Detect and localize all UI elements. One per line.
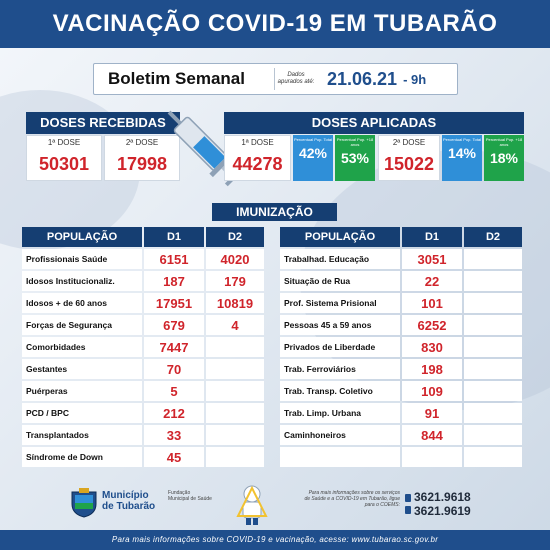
table-row (280, 425, 522, 445)
d1-value-cell (402, 447, 462, 467)
population-name-cell: Idosos Institucionaliz. (22, 271, 142, 291)
phone-2: 3621.9619 (414, 504, 471, 518)
aplicadas-d2-pct-18 (484, 135, 524, 181)
table-row (22, 315, 264, 335)
d1-value-cell: 6252 (402, 315, 462, 335)
population-name-cell (280, 447, 400, 467)
phone-1: 3621.9618 (414, 490, 471, 504)
d1-value-cell: 22 (402, 271, 462, 291)
boletim-box (93, 63, 458, 95)
aplicadas-d1-label: 1ª DOSE (241, 138, 274, 147)
population-name-cell: Situação de Rua (280, 271, 400, 291)
d1-value-cell: 212 (144, 403, 204, 423)
population-name-cell: Pessoas 45 a 59 anos (280, 315, 400, 335)
fundacao-text: Fundação Municipal de Saúde (168, 490, 212, 502)
population-name-cell: Gestantes (22, 359, 142, 379)
d1-value-cell: 3051 (402, 249, 462, 269)
pct-label: Percentual Pop. +18 anos (485, 137, 523, 147)
municipio-logo-text (102, 490, 155, 512)
pct-value: 14% (447, 145, 477, 161)
pct-label: Percentual Pop. +18 anos (336, 137, 374, 147)
mascot-icon (230, 482, 274, 526)
phone-icon (404, 492, 412, 516)
municipio-line2: de Tubarão (102, 501, 156, 512)
d2-value-cell: 10819 (206, 293, 264, 313)
col-header-d1: D1 (144, 227, 204, 247)
d2-value-cell: 4020 (206, 249, 264, 269)
d1-value-cell: 679 (144, 315, 204, 335)
table-row (22, 293, 264, 313)
d2-value-cell (464, 337, 522, 357)
pct-label: Percentual Pop. Total (443, 137, 481, 142)
recebidas-d2-value: 17998 (116, 154, 168, 174)
table-row (22, 337, 264, 357)
d2-value-cell (206, 403, 264, 423)
table-row (280, 337, 522, 357)
col-header-d2: D2 (206, 227, 264, 247)
bottom-info-bar: Para mais informações sobre COVID-19 e vacinação, acesse: www.tubarao.sc.gov.br (0, 530, 550, 550)
d1-value-cell: 101 (402, 293, 462, 313)
population-name-cell: Puérperas (22, 381, 142, 401)
page-title: VACINAÇÃO COVID-19 EM TUBARÃO (0, 0, 550, 48)
population-name-cell: Caminhoneiros (280, 425, 400, 445)
pct-value: 53% (340, 150, 370, 166)
d1-value-cell: 844 (402, 425, 462, 445)
table-row (280, 403, 522, 423)
table-row (22, 447, 264, 467)
d2-value-cell (206, 425, 264, 445)
table-row (280, 293, 522, 313)
col-header-populacao: POPULAÇÃO (22, 227, 142, 247)
footer-info (70, 484, 490, 524)
d2-value-cell (206, 447, 264, 467)
d1-value-cell: 198 (402, 359, 462, 379)
d2-value-cell (206, 359, 264, 379)
col-header-d2: D2 (464, 227, 522, 247)
table-row (280, 447, 522, 467)
table-row (22, 425, 264, 445)
d2-value-cell: 179 (206, 271, 264, 291)
doses-recebidas-header: DOSES RECEBIDAS (26, 112, 180, 134)
boletim-date: 21.06.21 (327, 68, 398, 89)
aplicadas-d2-pct-total (442, 135, 482, 181)
population-name-cell: Síndrome de Down (22, 447, 142, 467)
left-population-table (20, 225, 266, 469)
aplicadas-d2-value: 15022 (383, 154, 435, 174)
doses-aplicadas-header: DOSES APLICADAS (224, 112, 524, 134)
population-name-cell: Privados de Liberdade (280, 337, 400, 357)
recebidas-d1-value: 50301 (38, 154, 90, 174)
table-row (280, 271, 522, 291)
right-population-table (278, 225, 524, 469)
d2-value-cell: 4 (206, 315, 264, 335)
d2-value-cell (206, 381, 264, 401)
d2-value-cell (464, 359, 522, 379)
d1-value-cell: 6151 (144, 249, 204, 269)
d1-value-cell: 109 (402, 381, 462, 401)
d2-value-cell (464, 425, 522, 445)
aplicadas-d1-value: 44278 (232, 154, 283, 174)
municipal-crest-icon (70, 488, 98, 518)
d2-value-cell (464, 271, 522, 291)
d2-value-cell (464, 381, 522, 401)
population-name-cell: Idosos + de 60 anos (22, 293, 142, 313)
table-row (280, 381, 522, 401)
aplicadas-d2-label: 2ª DOSE (392, 138, 426, 147)
recebidas-d2-label: 2ª DOSE (125, 138, 159, 147)
boletim-hour: - 9h (403, 71, 427, 87)
table-row (22, 359, 264, 379)
d1-value-cell: 17951 (144, 293, 204, 313)
boletim-note: Dados apurados até: (277, 72, 315, 85)
d1-value-cell: 45 (144, 447, 204, 467)
population-name-cell: PCD / BPC (22, 403, 142, 423)
d2-value-cell (464, 249, 522, 269)
population-name-cell: Trab. Limp. Urbana (280, 403, 400, 423)
population-name-cell: Transplantados (22, 425, 142, 445)
table-row (22, 403, 264, 423)
d2-value-cell (464, 447, 522, 467)
d2-value-cell (206, 337, 264, 357)
population-name-cell: Trab. Transp. Coletivo (280, 381, 400, 401)
d1-value-cell: 91 (402, 403, 462, 423)
population-name-cell: Prof. Sistema Prisional (280, 293, 400, 313)
d1-value-cell: 70 (144, 359, 204, 379)
municipio-line1: Município (102, 490, 149, 501)
population-name-cell: Trab. Ferroviários (280, 359, 400, 379)
table-row (280, 359, 522, 379)
d1-value-cell: 187 (144, 271, 204, 291)
population-name-cell: Comorbidades (22, 337, 142, 357)
d2-value-cell (464, 293, 522, 313)
table-row (280, 249, 522, 269)
d1-value-cell: 830 (402, 337, 462, 357)
population-name-cell: Profissionais Saúde (22, 249, 142, 269)
d2-value-cell (464, 315, 522, 335)
population-name-cell: Forças de Segurança (22, 315, 142, 335)
population-name-cell: Trabalhad. Educação (280, 249, 400, 269)
coems-info-text: Para mais informações sobre os serviços de Saúde e a COVID-19 em Tubarão, ligue para o COEMS: (304, 490, 400, 508)
d1-value-cell: 7447 (144, 337, 204, 357)
d2-value-cell (464, 403, 522, 423)
table-row (22, 381, 264, 401)
boletim-label: Boletim Semanal (108, 69, 245, 88)
table-row (22, 271, 264, 291)
pct-label: Percentual Pop. Total (294, 137, 332, 142)
col-header-populacao: POPULAÇÃO (280, 227, 400, 247)
phone-numbers (414, 490, 471, 518)
imunizacao-label: IMUNIZAÇÃO (212, 203, 337, 221)
table-row (280, 315, 522, 335)
aplicadas-d1-pct-18 (335, 135, 375, 181)
pct-value: 18% (489, 150, 519, 166)
pct-value: 42% (298, 145, 328, 161)
d1-value-cell: 5 (144, 381, 204, 401)
aplicadas-d1-pct-total (293, 135, 333, 181)
col-header-d1: D1 (402, 227, 462, 247)
recebidas-d1-label: 1ª DOSE (47, 138, 81, 147)
d1-value-cell: 33 (144, 425, 204, 445)
table-row (22, 249, 264, 269)
